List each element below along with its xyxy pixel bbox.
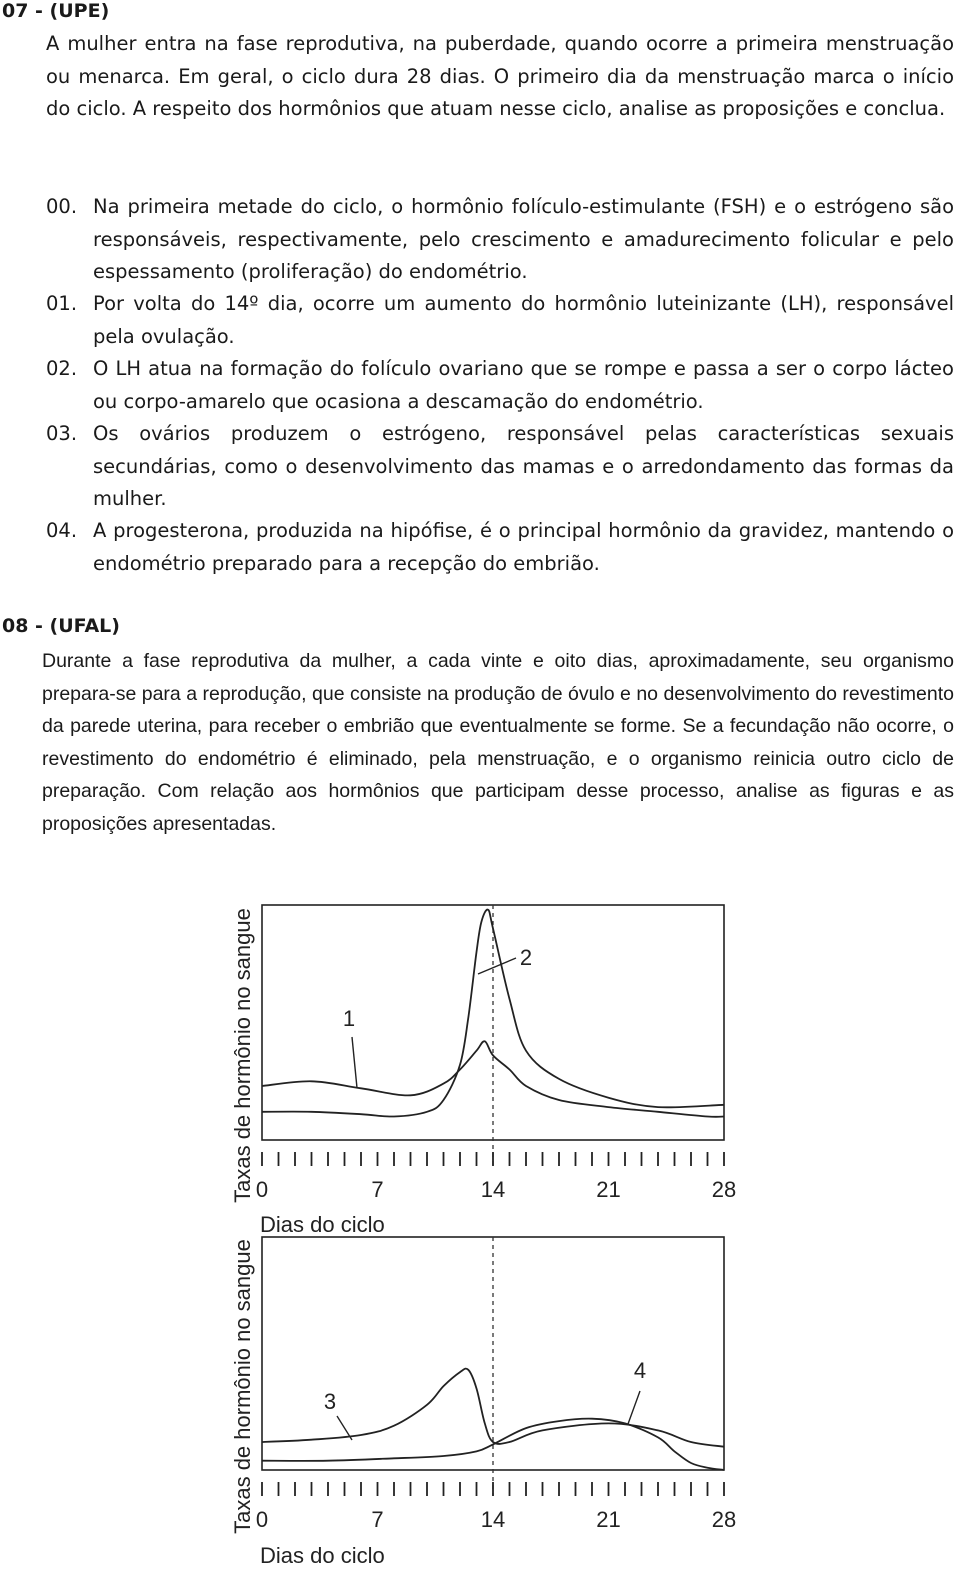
x-axis-tick-labels <box>256 1507 736 1532</box>
proposition-text: O LH atua na formação do folículo ovariano que se rompe e passa a ser o corpo lácteo ou corpo-amarelo que ocasiona a descamação do endométrio. <box>93 357 954 413</box>
series-number-label: 4 <box>633 1358 647 1383</box>
question-07-intro: A mulher entra na fase reprodutiva, na puberdade, quando ocorre a primeira menstruação ou menarca. Em geral, o ciclo dura 28 dias. O primeiro dia da menstruação marca o início do ciclo. A respeito dos hormônios que atuam nesse ciclo, analise as proposições e conclua. <box>46 32 954 120</box>
proposition-number: 03. <box>46 422 78 445</box>
proposition-number: 01. <box>46 292 78 315</box>
x-axis-ticks <box>262 1152 724 1166</box>
series-annotations <box>343 945 532 1088</box>
tick-label: 21 <box>596 1507 621 1532</box>
y-axis-title: Taxas de hormônio no sangue <box>230 908 255 1203</box>
leader-line <box>628 1391 640 1424</box>
leader-line <box>478 958 516 974</box>
proposition-text: Por volta do 14º dia, ocorre um aumento do hormônio luteinizante (LH), responsável pela ovulação. <box>93 292 954 348</box>
tick-label: 14 <box>480 1177 506 1202</box>
series-number-label: 2 <box>519 945 533 970</box>
tick-label: 14 <box>480 1507 506 1532</box>
chart-hormones-1-2 <box>230 905 736 1237</box>
x-axis-title: Dias do ciclo <box>260 1212 385 1237</box>
tick-label: 7 <box>371 1507 384 1532</box>
x-axis-ticks <box>262 1482 724 1496</box>
question-07-heading: 07 - (UPE) <box>2 0 110 22</box>
proposition-number: 02. <box>46 357 78 380</box>
question-08-intro: Durante a fase reprodutiva da mulher, a cada vinte e oito dias, aproximadamente, seu organismo prepara-se para a reprodução, que consiste na produção de óvulo e no desenvolvimento do revestimento da parede uterina, para receber o embrião que eventualmente se forme. Se a fecundação não ocorre, o revestimento do endométrio é eliminado, pela menstruação, e o organismo reinicia outro ciclo de preparação. Com relação aos hormônios que participam desse processo, analise as figuras e as proposições apresentadas. <box>42 650 954 835</box>
chart-hormones-3-4 <box>230 1237 736 1568</box>
proposition-text: A progesterona, produzida na hipófise, é o principal hormônio da gravidez, mantendo o endométrio preparado para a recepção do embrião. <box>93 519 954 575</box>
tick-label: 28 <box>711 1507 737 1532</box>
proposition-number: 00. <box>46 195 78 218</box>
tick-label: 21 <box>596 1177 621 1202</box>
tick-label: 28 <box>711 1177 737 1202</box>
series-number-label: 1 <box>342 1006 356 1031</box>
question-08-heading: 08 - (UFAL) <box>2 615 120 637</box>
x-axis-title: Dias do ciclo <box>260 1543 385 1568</box>
tick-label: 7 <box>371 1177 384 1202</box>
proposition-number: 04. <box>46 519 78 542</box>
series-annotations <box>324 1358 646 1440</box>
leader-line <box>352 1037 357 1088</box>
tick-label: 0 <box>255 1177 269 1202</box>
x-axis-tick-labels <box>256 1177 736 1202</box>
proposition-text: Na primeira metade do ciclo, o hormônio folículo-estimulante (FSH) e o estrógeno são responsáveis, respectivamente, pelo crescimento e amadurecimento folicular e pelo espessamento (proliferação) do endométrio. <box>93 195 954 283</box>
proposition-text: Os ovários produzem o estrógeno, responsável pelas características sexuais secundárias, como o desenvolvimento das mamas e o arredondamento das formas da mulher. <box>93 422 954 510</box>
series-number-label: 3 <box>323 1389 337 1414</box>
y-axis-title: Taxas de hormônio no sangue <box>230 1239 255 1534</box>
tick-label: 0 <box>255 1507 269 1532</box>
